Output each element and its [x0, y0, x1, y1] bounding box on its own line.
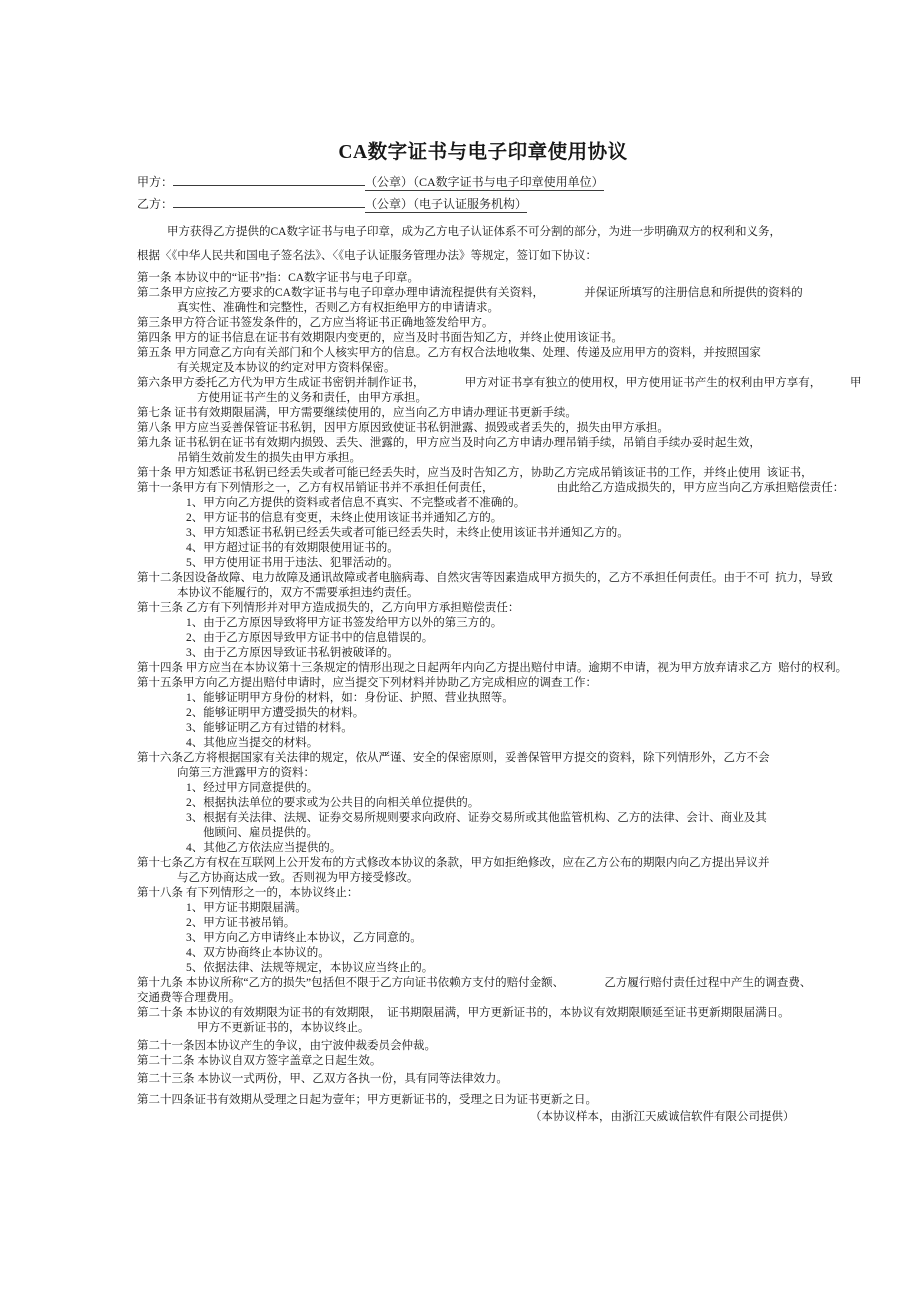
document-line: 5、依据法律、法规等规定，本协议应当终止的。 — [186, 962, 434, 974]
document-line: 第十七条乙方有权在互联网上公开发布的方式修改本协议的条款，甲方如拒绝修改，应在乙方公布的期限内向乙方提出异议并 — [137, 857, 770, 869]
document-line: 2、根据执法单位的要求或为公共目的向相关单位提供的。 — [186, 797, 480, 809]
document-line: 第十四条 甲方应当在本协议第十三条规定的情形出现之日起两年内向乙方提出赔付申请。逾期不申请，视为甲方放弃请求乙方 赔付的权利。 — [137, 662, 848, 674]
document-title: CA数字证书与电子印章使用协议 — [338, 142, 628, 163]
document-line: 第九条 证书私钥在证书有效期内损毁、丢失、泄露的，甲方应当及时向乙方申请办理吊销手续，吊销自手续办妥时起生效， — [137, 437, 761, 449]
document-line: 4、甲方超过证书的有效期限使用证书的。 — [186, 542, 399, 554]
document-line: 3、甲方知悉证书私钥已经丢失或者可能已经丢失时，未终止使用该证书并通知乙方的。 — [186, 527, 629, 539]
document-line: 3、由于乙方原因导致证书私钥被破译的。 — [186, 647, 399, 659]
document-line: 第二十二条 本协议自双方签字盖章之日起生效。 — [137, 1055, 382, 1067]
document-line: 第八条 甲方应当妥善保管证书私钥，因甲方原因致使证书私钥泄露、损毁或者丢失的，损失由甲方承担。 — [137, 422, 669, 434]
document-line: 4、其他应当提交的材料。 — [186, 737, 319, 749]
document-line: 第十八条 有下列情形之一的，本协议终止： — [137, 887, 359, 899]
document-line: 1、甲方证书期限届满。 — [186, 902, 307, 914]
party-b-row — [137, 193, 920, 215]
document-line: 与乙方协商达成一致。否则视为甲方接受修改。 — [177, 872, 419, 884]
document-line: 3、能够证明乙方有过错的材料。 — [186, 722, 353, 734]
document-line: 5、甲方使用证书用于违法、犯罪活动的。 — [186, 557, 399, 569]
document-line: 吊销生效前发生的损失由甲方承担。 — [177, 452, 361, 464]
document-body — [137, 225, 920, 1108]
document-line: 第十九条 本协议所称“乙方的损失”包括但不限于乙方向证书依赖方支付的赔付金额、 乙方履行赔付责任过程中产生的调查费、 — [137, 977, 812, 989]
document-line: 4、双方协商终止本协议的。 — [186, 947, 330, 959]
document-line: 真实性、准确性和完整性，否则乙方有权拒绝甲方的申请请求。 — [177, 302, 499, 314]
document-line: 根据〈《中华人民共和国电子签名法》、〈《电子认证服务管理办法》等规定，签订如下协议： — [137, 250, 597, 262]
document-line: 有关规定及本协议的约定对甲方资料保密。 — [177, 362, 396, 374]
document-line: 第十三条 乙方有下列情形并对甲方造成损失的，乙方向甲方承担赔偿责任： — [137, 602, 520, 614]
document-line: 他顾问、雇员提供的。 — [203, 827, 318, 839]
document-line: 本协议不能履行的，双方不需要承担违约责任。 — [177, 587, 419, 599]
document-line: 2、甲方证书的信息有变更，未终止使用该证书并通知乙方的。 — [186, 512, 503, 524]
document-line: 1、经过甲方同意提供的。 — [186, 782, 319, 794]
party-b-note: （公章）（电子认证服务机构） — [365, 197, 528, 211]
document-line: 第七条 证书有效期限届满，甲方需要继续使用的，应当向乙方申请办理证书更新手续。 — [137, 407, 577, 419]
document-line: 1、能够证明甲方身份的材料，如：身份证、护照、营业执照等。 — [186, 692, 514, 704]
document-line: 3、甲方向乙方申请终止本协议，乙方同意的。 — [186, 932, 422, 944]
party-b-blank-field — [173, 194, 365, 208]
document-line: 2、能够证明甲方遭受损失的材料。 — [186, 707, 365, 719]
document-line: 第二十三条 本协议一式两份，甲、乙双方各执一份，具有同等法律效力。 — [137, 1073, 508, 1085]
document-line: 交通费等合理费用。 — [137, 992, 241, 1004]
document-line: 第二十一条因本协议产生的争议，由宁波仲裁委员会仲裁。 — [137, 1040, 436, 1052]
document-line: 第四条 甲方的证书信息在证书有效期限内变更的，应当及时书面告知乙方，并终止使用该证书。 — [137, 332, 623, 344]
credit-line: （本协议样本，由浙江天威诚信软件有限公司提供） — [530, 1111, 795, 1123]
document-line: 第十条 甲方知悉证书私钥已经丢失或者可能已经丢失时，应当及时告知乙方，协助乙方完成吊销该证书的工作，并终止使用 该证书， — [137, 467, 813, 479]
document-line: 第三条甲方符合证书签发条件的，乙方应当将证书正确地签发给甲方。 — [137, 317, 494, 329]
document-line: 第十二条因设备故障、电力故障及通讯故障或者电脑病毒、自然灾害等因素造成甲方损失的，乙方不承担任何责任。由于不可 抗力，导致 — [137, 572, 833, 584]
party-a-blank-field — [173, 172, 365, 186]
document-line: 向第三方泄露甲方的资料： — [177, 767, 315, 779]
party-a-label: 甲方： — [137, 175, 174, 189]
document-line: 第二条甲方应按乙方要求的CA数字证书与电子印章办理申请流程提供有关资料， 并保证所填写的注册信息和所提供的资料的 — [137, 287, 803, 299]
document-line: 甲方不更新证书的，本协议终止。 — [197, 1022, 370, 1034]
document-line: 第六条甲方委托乙方代为甲方生成证书密钥并制作证书， 甲方对证书享有独立的使用权，甲方使用证书产生的权利由甲方享有， 甲 — [137, 377, 862, 389]
document-line: 1、甲方向乙方提供的资料或者信息不真实、不完整或者不准确的。 — [186, 497, 526, 509]
party-a-note: （公章）（CA数字证书与电子印章使用单位） — [365, 175, 604, 189]
document-line: 第十六条乙方将根据国家有关法律的规定，依从严谨、安全的保密原则，妥善保管甲方提交的资料，除下列情形外，乙方不会 — [137, 752, 770, 764]
document-line: 甲方获得乙方提供的CA数字证书与电子印章，成为乙方电子认证体系不可分割的部分，为进一步明确双方的权利和义务， — [167, 226, 781, 238]
document-line: 方使用证书产生的义务和责任，由甲方承担。 — [197, 392, 427, 404]
party-a-row — [137, 171, 920, 193]
document-line: 第一条 本协议中的“证书”指：CA数字证书与电子印章。 — [137, 272, 420, 284]
party-b-label: 乙方： — [137, 197, 174, 211]
document-line: 第二十四条证书有效期从受理之日起为壹年；甲方更新证书的，受理之日为证书更新之日。 — [137, 1094, 597, 1106]
document-line: 第五条 甲方同意乙方向有关部门和个人核实甲方的信息。乙方有权合法地收集、处理、传递及应用甲方的资料，并按照国家 — [137, 347, 761, 359]
document-line: 2、由于乙方原因导致甲方证书中的信息错误的。 — [186, 632, 434, 644]
document-line: 2、甲方证书被吊销。 — [186, 917, 296, 929]
document-line: 4、其他乙方依法应当提供的。 — [186, 842, 342, 854]
document-line: 3、根据有关法律、法规、证券交易所规则要求向政府、证券交易所或其他监管机构、乙方的法律、会计、商业及其 — [186, 812, 767, 824]
document-line: 1、由于乙方原因导致将甲方证书签发给甲方以外的第三方的。 — [186, 617, 503, 629]
document-line: 第十一条甲方有下列情形之一，乙方有权吊销证书并不承担任何责任， 由此给乙方造成损失的，甲方应当向乙方承担赔偿责任： — [137, 482, 845, 494]
document-line: 第二十条 本协议的有效期限为证书的有效期限， 证书期限届满，甲方更新证书的，本协议有效期限顺延至证书更新期限届满日。 — [137, 1007, 790, 1019]
document-line: 第十五条甲方向乙方提出赔付申请时，应当提交下列材料并协助乙方完成相应的调查工作： — [137, 677, 597, 689]
